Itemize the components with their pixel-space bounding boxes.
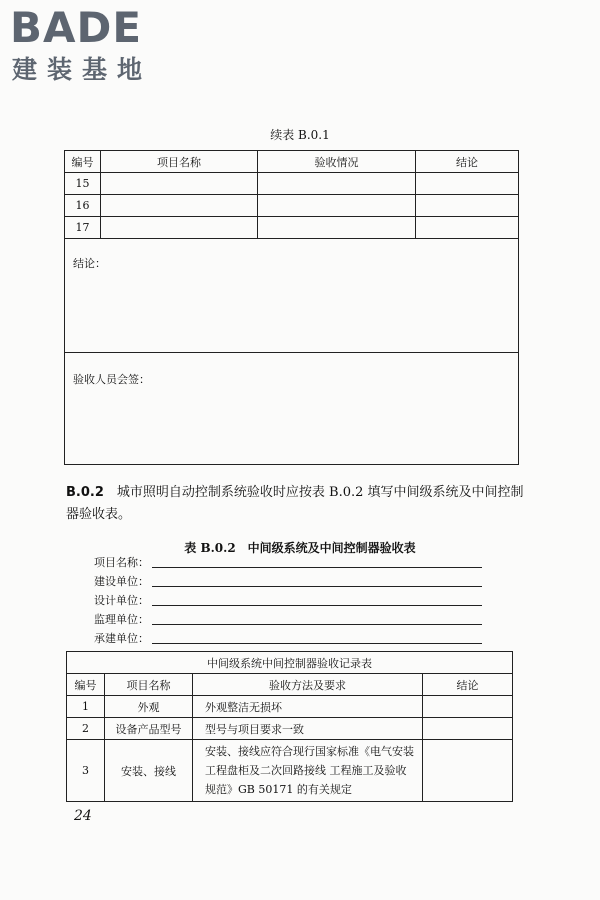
row-result-cell bbox=[416, 217, 519, 239]
row-name: 安装、接线 bbox=[105, 740, 193, 802]
field-blank-line bbox=[152, 605, 482, 606]
row-number: 15 bbox=[65, 173, 101, 195]
row-status-cell bbox=[258, 195, 416, 217]
table2-title: 中间级系统中间控制器验收记录表 bbox=[67, 652, 513, 674]
table-row bbox=[65, 173, 519, 195]
table1 bbox=[64, 150, 519, 465]
signoff-label: 验收人员会签： bbox=[73, 373, 150, 386]
row-result-cell bbox=[416, 173, 519, 195]
section-text: 城市照明自动控制系统验收时应按表 B.0.2 填写中间级系统及中间控制器验收表。 bbox=[66, 485, 524, 522]
table2-header-result: 结论 bbox=[423, 674, 513, 696]
logo-subtitle: 建装基地 bbox=[12, 55, 153, 84]
row-status-cell bbox=[258, 217, 416, 239]
table1-header-no: 编号 bbox=[65, 151, 101, 173]
field-label: 设计单位： bbox=[94, 594, 149, 607]
table-row bbox=[67, 718, 513, 740]
signoff-row bbox=[65, 353, 519, 465]
field-label: 建设单位： bbox=[94, 575, 149, 588]
field-blank-line bbox=[152, 643, 482, 644]
field-label: 承建单位： bbox=[94, 632, 149, 645]
row-number: 2 bbox=[67, 718, 105, 740]
field-blank-line bbox=[152, 586, 482, 587]
field-blank-line bbox=[152, 624, 482, 625]
row-status-cell bbox=[258, 173, 416, 195]
table1-header-status: 验收情况 bbox=[258, 151, 416, 173]
field-label: 监理单位： bbox=[94, 613, 149, 626]
bade-logo bbox=[10, 3, 180, 86]
row-result bbox=[423, 718, 513, 740]
row-requirement: 安装、接线应符合现行国家标准《电气安装工程盘柜及二次回路接线 工程施工及验收规范》GB 50171 的有关规定 bbox=[193, 740, 423, 802]
field-blank-line bbox=[152, 567, 482, 568]
row-name-cell bbox=[101, 217, 258, 239]
row-number: 1 bbox=[67, 696, 105, 718]
table-row bbox=[65, 217, 519, 239]
row-name: 设备产品型号 bbox=[105, 718, 193, 740]
table1-header-name: 项目名称 bbox=[101, 151, 258, 173]
signoff-cell bbox=[65, 353, 519, 465]
section-paragraph bbox=[66, 482, 526, 526]
row-requirement: 型号与项目要求一致 bbox=[193, 718, 423, 740]
row-name: 外观 bbox=[105, 696, 193, 718]
table2-caption: 表 B.0.2 中间级系统及中间控制器验收表 bbox=[184, 541, 416, 555]
table1-header-result: 结论 bbox=[416, 151, 519, 173]
table1-caption: 续表 B.0.1 bbox=[270, 128, 330, 142]
row-number: 3 bbox=[67, 740, 105, 802]
conclusion-cell bbox=[65, 239, 519, 353]
page-number: 24 bbox=[74, 808, 92, 824]
logo-wordmark: BADE bbox=[10, 3, 143, 52]
table1-header-row bbox=[65, 151, 519, 173]
section-number: B.0.2 bbox=[66, 485, 104, 500]
row-requirement: 外观整洁无损坏 bbox=[193, 696, 423, 718]
table2-title-row bbox=[67, 652, 513, 674]
table2-header-name: 项目名称 bbox=[105, 674, 193, 696]
table2-header-method: 验收方法及要求 bbox=[193, 674, 423, 696]
row-number: 17 bbox=[65, 217, 101, 239]
table2-header-no: 编号 bbox=[67, 674, 105, 696]
field-label: 项目名称： bbox=[94, 556, 149, 569]
row-name-cell bbox=[101, 173, 258, 195]
table-row bbox=[67, 740, 513, 802]
table-row bbox=[67, 696, 513, 718]
conclusion-label: 结论： bbox=[73, 257, 106, 270]
row-number: 16 bbox=[65, 195, 101, 217]
row-result-cell bbox=[416, 195, 519, 217]
table2-header-row bbox=[67, 674, 513, 696]
table-row bbox=[65, 195, 519, 217]
row-result bbox=[423, 696, 513, 718]
table2 bbox=[66, 651, 513, 802]
conclusion-row bbox=[65, 239, 519, 353]
row-result bbox=[423, 740, 513, 802]
row-name-cell bbox=[101, 195, 258, 217]
